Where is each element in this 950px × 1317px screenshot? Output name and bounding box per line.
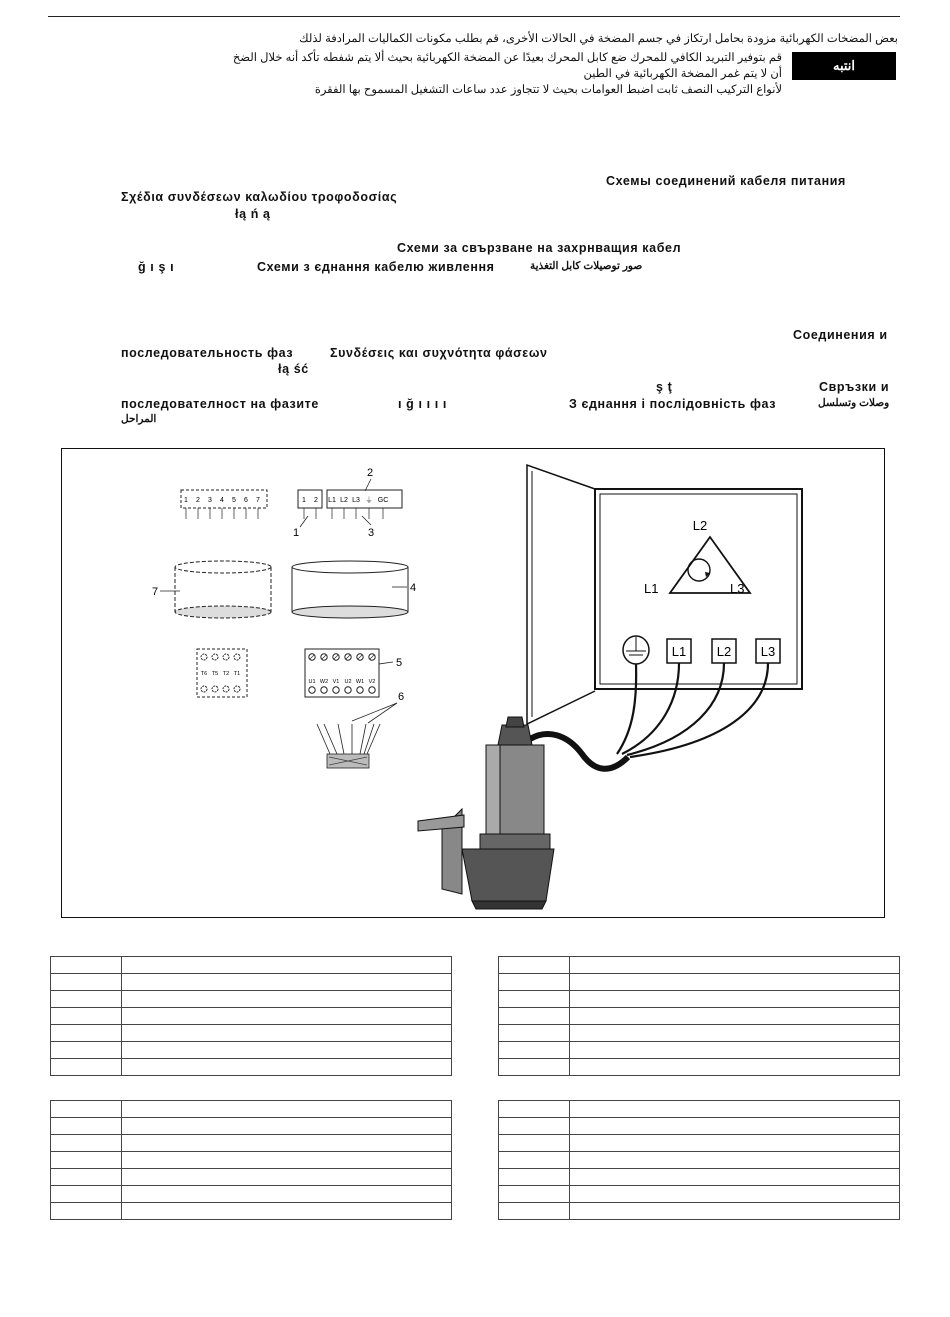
table-top-left [50, 956, 452, 1076]
terminal-label: GC [377, 497, 389, 504]
table-row [499, 991, 900, 1008]
phase-triangle [644, 518, 750, 596]
table-cell [499, 991, 570, 1008]
table-row [51, 1135, 452, 1152]
table-cell [51, 1118, 122, 1135]
table-cell [570, 1186, 900, 1203]
table-row [499, 1152, 900, 1169]
table-cell [499, 1042, 570, 1059]
dashed-screw [201, 654, 207, 660]
table-cell [570, 1042, 900, 1059]
dashed-terminal-number: 3 [208, 497, 212, 504]
table-bottom-left [50, 1100, 452, 1220]
table-cell [122, 957, 452, 974]
box-terminal-l1: L1 [671, 644, 687, 659]
cable-bundle [317, 724, 380, 768]
heading-bg-phase-2: последователност на фазите [121, 397, 319, 411]
table-row [499, 1203, 900, 1220]
block-screw [345, 687, 351, 693]
dashed-screw [201, 686, 207, 692]
wires [617, 663, 768, 757]
callout-7: 7 [152, 586, 159, 598]
table-cell [570, 1135, 900, 1152]
table-cell [570, 1118, 900, 1135]
dashed-screw [212, 654, 218, 660]
callout-1: 1 [293, 527, 300, 539]
table-cell [122, 1008, 452, 1025]
terminal-block [305, 649, 379, 697]
heading-bg-phase-1: Свръзки и [819, 380, 890, 394]
box-terminals [623, 636, 780, 664]
table-cell [499, 1101, 570, 1118]
table-cell [570, 1152, 900, 1169]
heading-el-cable: Σχέδια συνδέσεων καλωδίου τροφοδοσίας [121, 190, 398, 204]
table-cell [499, 1059, 570, 1076]
heading-ru-phase-1: Соединения и [793, 328, 888, 342]
table-row [499, 1169, 900, 1186]
table-cell [570, 1008, 900, 1025]
callout-2: 2 [367, 467, 374, 479]
terminal-cover [292, 561, 408, 618]
heading-pl-fragment: łą ń ą [235, 207, 271, 221]
table-row [499, 1025, 900, 1042]
table-cell [570, 974, 900, 991]
arabic-line-3: أن لا يتم غمر المضخة الكهربائية في الطين [583, 68, 782, 80]
arabic-line-4: لأنواع التركيب النصف ثابت اضبط العوامات بحيث لا تتجاوز عدد ساعات التشغيل المسموح بها الفقرة [314, 84, 782, 96]
heading-tr-fragment: ğ ı ş ı [138, 260, 175, 274]
table-row [499, 1135, 900, 1152]
block-label: U1 [308, 679, 316, 685]
heading-uk-cable: Схеми з єднання кабелю живлення [257, 260, 495, 274]
warning-label: انتبه [792, 52, 896, 80]
dashed-block-label: T1 [233, 671, 241, 677]
table-row [499, 1186, 900, 1203]
dashed-terminal-number: 7 [256, 497, 260, 504]
table-row [51, 957, 452, 974]
table-cell [499, 957, 570, 974]
top-rule [48, 16, 900, 17]
table-row [51, 1152, 452, 1169]
heading-ar-cable: صور توصيلات كابل التغذية [530, 260, 643, 272]
pump [418, 717, 554, 909]
heading-pl-phase-fragment: łą ść [278, 362, 309, 376]
table-row [499, 1118, 900, 1135]
table-cell [51, 1186, 122, 1203]
table-cell [570, 1169, 900, 1186]
table-cell [51, 1042, 122, 1059]
screw-slot [346, 655, 350, 659]
heading-el-phase: Συνδέσεις και συχνότητα φάσεων [330, 346, 548, 360]
table-row [499, 1042, 900, 1059]
table-cell [499, 1008, 570, 1025]
dashed-cover [175, 561, 271, 618]
table-cell [122, 1025, 452, 1042]
terminal-label: L1 [328, 497, 336, 504]
table-cell [570, 1203, 900, 1220]
table-cell [51, 1169, 122, 1186]
table-row [499, 974, 900, 991]
dashed-terminal-block [197, 649, 247, 697]
dashed-screw [223, 686, 229, 692]
dashed-screw [234, 686, 240, 692]
table-cell [122, 974, 452, 991]
block-screw [309, 687, 315, 693]
table-cell [122, 1169, 452, 1186]
callout-5: 5 [396, 657, 403, 669]
table-cell [122, 1186, 452, 1203]
block-screw [369, 687, 375, 693]
control-box [527, 465, 802, 724]
table-cell [499, 1203, 570, 1220]
screw-slot [358, 655, 362, 659]
heading-uk-phase: З єднання і послідовність фаз [569, 397, 777, 411]
table-row [499, 1059, 900, 1076]
table-row [51, 991, 452, 1008]
table-cell [570, 1059, 900, 1076]
table-cell [122, 1042, 452, 1059]
arabic-line-1: بعض المضخات الكهربائية مزودة بحامل ارتكاز في جسم المضخة في الحالات الأخرى، قم بطلب مكونات الكماليات المرادفة لذلك [299, 33, 898, 45]
block-screw [357, 687, 363, 693]
block-screw [321, 687, 327, 693]
terminal-label: 1 [302, 497, 306, 504]
heading-ar-phase-1: وصلات وتسلسل [818, 397, 890, 409]
heading-ru-cable: Схемы соединений кабеля питания [606, 174, 846, 188]
block-label: W2 [319, 679, 329, 685]
dashed-screw [223, 654, 229, 660]
table-row [51, 1118, 452, 1135]
arabic-line-2: قم بتوفير التبريد الكافي للمحرك ضع كابل المحرك بعيدًا عن المضخة الكهربائية بحيث ألا يتم شفطه تأكد أنه خلال الضخ [232, 52, 782, 64]
callout-6: 6 [398, 691, 405, 703]
phase-label-l1: L1 [644, 581, 659, 596]
table-cell [51, 1203, 122, 1220]
table-cell [499, 1118, 570, 1135]
terminal-label: 2 [314, 497, 318, 504]
dashed-terminal-number: 4 [220, 497, 224, 504]
block-label: V2 [368, 679, 376, 685]
dashed-screw [234, 654, 240, 660]
table-cell [499, 1186, 570, 1203]
callout-4: 4 [410, 582, 417, 594]
screw-slot [334, 655, 338, 659]
table-row [51, 1025, 452, 1042]
table-cell [51, 1008, 122, 1025]
heading-bg-cable: Схеми за свързване на захрнващия кабел [397, 241, 682, 255]
table-cell [51, 974, 122, 991]
dashed-terminal-number: 2 [196, 497, 200, 504]
callout-3: 3 [368, 527, 375, 539]
terminal-label: ⏚ [365, 497, 373, 504]
table-row [51, 1059, 452, 1076]
table-row [51, 1169, 452, 1186]
table-top-right [498, 956, 900, 1076]
screw-slot [310, 655, 314, 659]
table-row [51, 1042, 452, 1059]
table-bottom-right [498, 1100, 900, 1220]
screw-slot [322, 655, 326, 659]
wiring-figure [61, 448, 885, 918]
table-cell [51, 991, 122, 1008]
table-cell [122, 1203, 452, 1220]
table-row [51, 1101, 452, 1118]
table-cell [570, 991, 900, 1008]
table-cell [499, 974, 570, 991]
dashed-terminal-number: 6 [244, 497, 248, 504]
box-terminal-l3: L3 [760, 644, 776, 659]
phase-label-l3: L3 [730, 581, 745, 596]
table-cell [51, 1025, 122, 1042]
table-cell [499, 1152, 570, 1169]
dashed-terminal-strip [181, 490, 267, 519]
block-screw [333, 687, 339, 693]
table-cell [122, 991, 452, 1008]
table-cell [499, 1135, 570, 1152]
table-cell [122, 1101, 452, 1118]
table-cell [570, 957, 900, 974]
table-cell [122, 1118, 452, 1135]
table-row [499, 1008, 900, 1025]
table-cell [122, 1059, 452, 1076]
table-cell [570, 1025, 900, 1042]
block-label: W1 [355, 679, 365, 685]
dashed-block-label: T6 [200, 671, 208, 677]
box-terminal-l2: L2 [716, 644, 732, 659]
table-row [51, 1008, 452, 1025]
table-cell [499, 1025, 570, 1042]
heading-ro-fragment: ş ţ [656, 380, 673, 394]
table-row [499, 957, 900, 974]
table-cell [122, 1152, 452, 1169]
table-cell [499, 1169, 570, 1186]
table-cell [51, 1101, 122, 1118]
table-cell [570, 1101, 900, 1118]
table-cell [51, 1059, 122, 1076]
phase-label-l2: L2 [692, 518, 708, 533]
table-cell [51, 957, 122, 974]
heading-tr-phase-fragment: ı ğ ı ı ı ı [398, 397, 447, 411]
table-cell [51, 1152, 122, 1169]
block-label: U2 [344, 679, 352, 685]
power-cable [530, 734, 628, 769]
dashed-terminal-number: 1 [184, 497, 188, 504]
terminal-label: L3 [352, 497, 360, 504]
dashed-terminal-number: 5 [232, 497, 236, 504]
block-label: V1 [332, 679, 340, 685]
table-cell [122, 1135, 452, 1152]
table-row [51, 1203, 452, 1220]
terminal-strip [298, 490, 402, 519]
heading-ar-phase-2: المراحل [121, 413, 157, 425]
dashed-screw [212, 686, 218, 692]
table-cell [51, 1135, 122, 1152]
terminal-label: L2 [340, 497, 348, 504]
dashed-block-label: T2 [222, 671, 230, 677]
table-row [499, 1101, 900, 1118]
dashed-block-label: T5 [211, 671, 219, 677]
table-row [51, 1186, 452, 1203]
wiring-diagram [62, 449, 884, 917]
table-row [51, 974, 452, 991]
screw-slot [370, 655, 374, 659]
heading-ru-phase-2: последовательность фаз [121, 346, 294, 360]
